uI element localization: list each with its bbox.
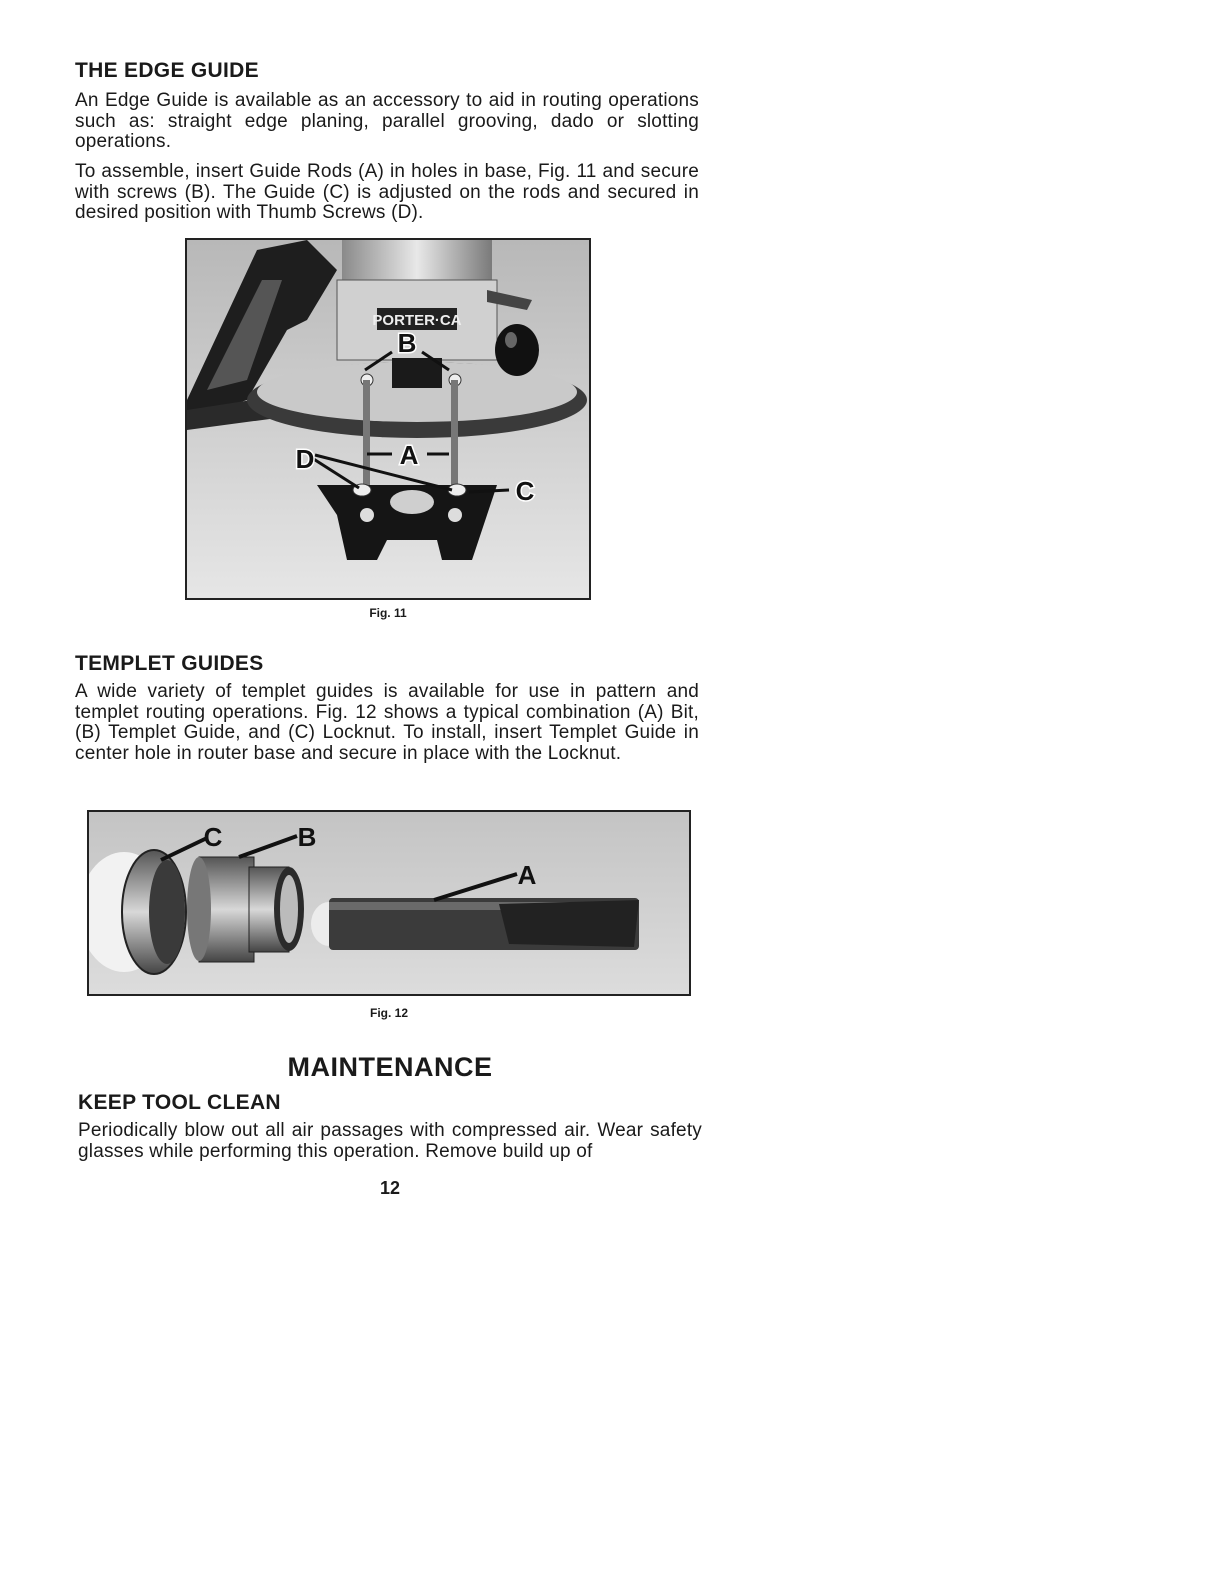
figure-12-caption: Fig. 12 (369, 1006, 408, 1020)
figure-11-photo (185, 238, 591, 600)
callout-b: B (397, 328, 417, 358)
page-number: 12 (379, 1178, 401, 1198)
keep-tool-clean-heading: KEEP TOOL CLEAN (78, 1091, 281, 1114)
edge-guide-paragraph-1: An Edge Guide is available as an accessory to aid in routing operations such as: straight edge planing, parallel grooving, dado or slotting operations. (75, 90, 699, 152)
edge-guide-heading: THE EDGE GUIDE (75, 59, 259, 82)
keep-tool-clean-paragraph: Periodically blow out all air passages with compressed air. Wear safety glasses while performing this operation. Remove build up of (78, 1120, 702, 1162)
callout-a: A (517, 860, 537, 890)
figure-12-photo (87, 810, 691, 996)
router-edge-guide-illustration (187, 240, 589, 598)
callout-c: C (515, 476, 535, 506)
callout-c: C (203, 822, 223, 852)
figure-11-caption: Fig. 11 (369, 606, 407, 620)
callout-b: B (297, 822, 317, 852)
callout-d: D (295, 444, 315, 474)
templet-guides-paragraph: A wide variety of templet guides is available for use in pattern and templet routing operations. Fig. 12 shows a typical combination (A) Bit, (B) Templet Guide, and (C) Locknut. To install, insert Templet Guide in center hole in router base and secure in place with the Locknut. (75, 681, 699, 764)
callout-a: A (399, 440, 419, 470)
templet-guides-heading: TEMPLET GUIDES (75, 652, 264, 675)
router-brand-label: PORTER·CA (372, 312, 462, 329)
edge-guide-paragraph-2: To assemble, insert Guide Rods (A) in holes in base, Fig. 11 and secure with screws (B). The Guide (C) is adjusted on the rods and secured in desired position with Thumb Screws (D). (75, 161, 699, 223)
maintenance-title: MAINTENANCE (287, 1052, 493, 1082)
templet-guide-parts-illustration (89, 812, 689, 994)
